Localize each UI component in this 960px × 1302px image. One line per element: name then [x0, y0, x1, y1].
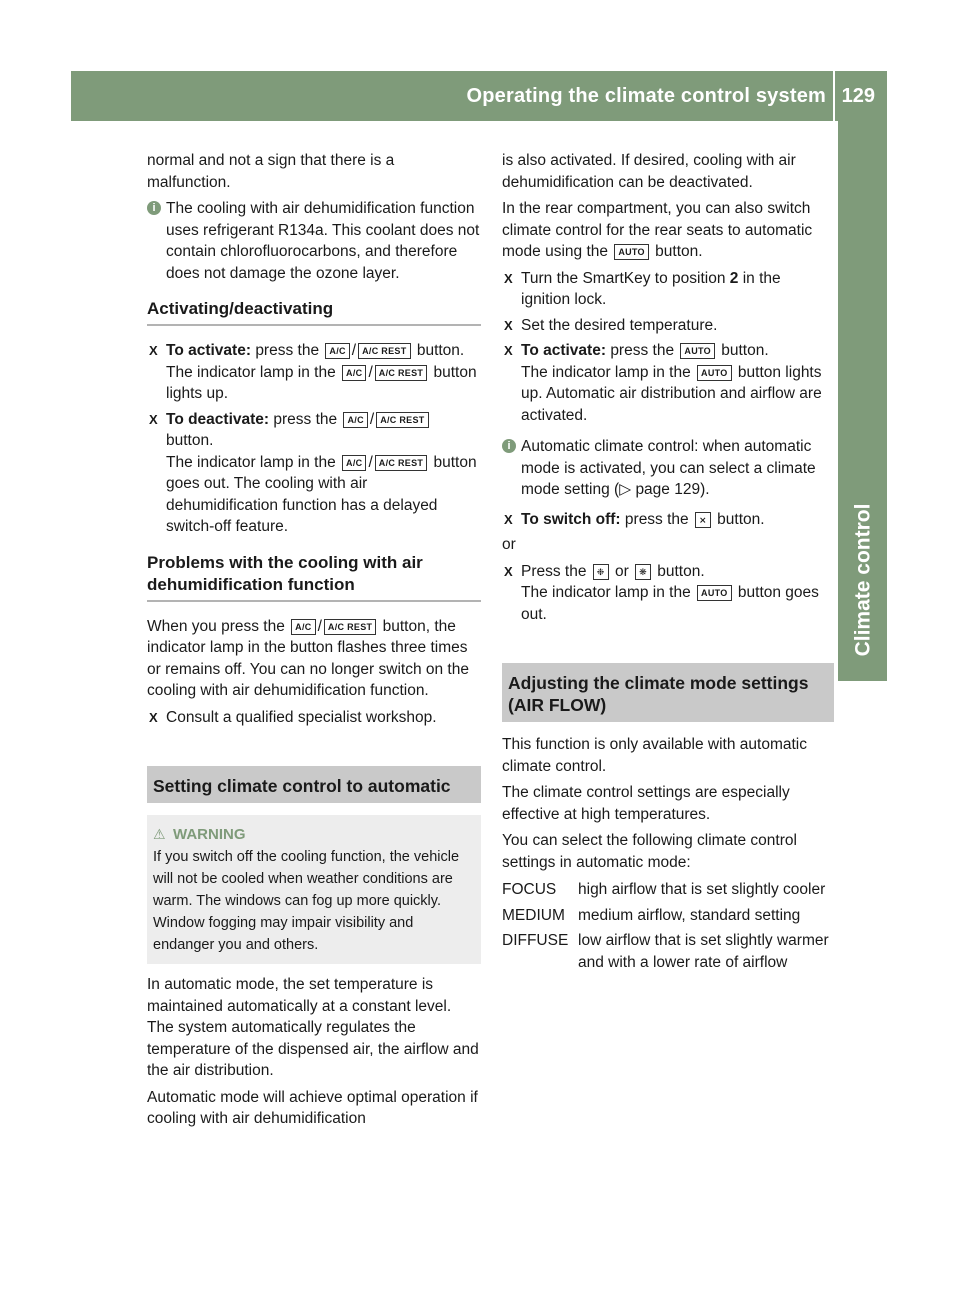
ac-button-icon: A/C [342, 365, 366, 381]
paragraph: You can select the following climate control settings in automatic mode: [502, 832, 797, 871]
ac-button-icon: A/C [343, 412, 367, 428]
mode-name: FOCUS [502, 881, 557, 898]
fan-off-button-icon: ⨯ [695, 512, 711, 528]
ac-button-icon: A/C [291, 619, 315, 635]
step-deactivate: X To deactivate: press the A/C / A/C REST button. The indicator lamp in the A/C / A/C REST button goes out. The cooling with air dehumidification function has a delayed switch-off feature. [149, 410, 477, 535]
ac-rest-button-icon: A/C REST [358, 343, 410, 359]
mode-description: high airflow that is set slightly cooler [578, 881, 826, 898]
step-switch-off: X To switch off: press the ⨯ button. [502, 509, 834, 531]
climate-mode-list [502, 879, 834, 973]
chapter-label: Climate control [850, 503, 874, 657]
step-arrow-icon: X [504, 563, 513, 579]
step-temperature: X Set the desired temperature. [502, 315, 834, 337]
ac-button-icon: A/C [342, 455, 366, 471]
warning-heading: WARNING [173, 826, 246, 843]
step-activate: X To activate: press the A/C / A/C REST button. The indicator lamp in the A/C / A/C REST button lights up. [149, 342, 477, 402]
page-number: 129 [841, 85, 875, 107]
paragraph: Automatic mode will achieve optimal operation if cooling with air dehumidification [147, 1088, 478, 1127]
section-heading-airflow: Adjusting the climate mode settings (AIR FLOW) [502, 663, 834, 722]
paragraph: normal and not a sign that there is a malfunction. [147, 152, 395, 191]
ac-button-icon: A/C [325, 343, 349, 359]
subheading-activating: Activating/deactivating [147, 298, 481, 326]
step-arrow-icon: X [504, 270, 513, 286]
fan-low-button-icon: ❉ [593, 564, 609, 580]
section-heading-automatic: Setting climate control to automatic [147, 766, 481, 803]
paragraph: When you press the A/C / A/C REST button, the indicator lamp in the button flashes three times or remains off. You can no longer switch on the cooling with air dehumidification function. [147, 617, 469, 699]
right-column [502, 150, 834, 973]
paragraph: is also activated. If desired, cooling with air dehumidification can be deactivated. [502, 152, 796, 191]
warning-triangle-icon: ⚠ [153, 826, 166, 842]
step-arrow-icon: X [504, 343, 513, 358]
ac-rest-button-icon: A/C REST [324, 619, 376, 635]
ac-rest-button-icon: A/C REST [376, 412, 428, 428]
paragraph: The climate control settings are especially effective at high temperatures. [502, 784, 790, 823]
header-title: Operating the climate control system [466, 85, 826, 107]
step-arrow-icon: X [504, 511, 513, 527]
step-arrow-icon: X [504, 317, 513, 333]
fan-high-button-icon: ❋ [635, 564, 651, 580]
step-arrow-icon: X [149, 709, 158, 725]
paragraph: In automatic mode, the set temperature is maintained automatically at a constant level. The system automatically regulates the temperature of the dispensed air, the airflow and the air distribution. [147, 976, 479, 1079]
info-note: i The cooling with air dehumidification function uses refrigerant R134a. This coolant does not contain chlorofluorocarbons, and therefore does not damage the ozone layer. [147, 198, 481, 284]
warning-box [147, 815, 481, 964]
auto-button-icon: AUTO [697, 365, 732, 381]
ac-rest-button-icon: A/C REST [375, 455, 427, 471]
left-column [147, 150, 481, 1135]
info-note: i Automatic climate control: when automatic mode is activated, you can select a climate mode setting (▷ page 129). [502, 436, 834, 501]
page-header [71, 71, 887, 121]
header-divider [833, 71, 835, 121]
mode-name: DIFFUSE [502, 932, 569, 949]
auto-button-icon: AUTO [697, 585, 732, 601]
info-icon: i [147, 201, 161, 215]
step-consult: X Consult a qualified specialist workshop. [147, 707, 481, 729]
auto-button-icon: AUTO [680, 343, 715, 359]
info-icon: i [502, 439, 516, 453]
step-smartkey: X Turn the SmartKey to position 2 in the ignition lock. [504, 269, 781, 308]
warning-text: If you switch off the cooling function, the vehicle will not be cooled when weather conditions are warm. The windows can fog up more quickly. Window fogging may impair visibility and endanger you and others. [153, 849, 460, 953]
ac-rest-button-icon: A/C REST [375, 365, 427, 381]
or-text: or [502, 536, 516, 553]
paragraph: This function is only available with automatic climate control. [502, 736, 807, 775]
mode-description: medium airflow, standard setting [578, 906, 801, 924]
step-activate-auto: X To activate: press the AUTO button. The indicator lamp in the AUTO button lights up. Automatic air distribution and airflow are activated. [504, 342, 822, 424]
step-arrow-icon: X [149, 411, 158, 427]
subheading-problems: Problems with the cooling with air dehumidification function [147, 552, 481, 602]
mode-description: low airflow that is set slightly warmer and with a lower rate of airflow [578, 932, 829, 971]
paragraph: In the rear compartment, you can also switch climate control for the rear seats to automatic mode using the AUTO button. [502, 200, 813, 260]
step-arrow-icon: X [149, 343, 158, 358]
step-fan: X Press the ❉ or ❋ button. The indicator lamp in the AUTO button goes out. [504, 562, 819, 623]
auto-button-icon: AUTO [614, 244, 649, 260]
mode-name: MEDIUM [502, 906, 565, 924]
